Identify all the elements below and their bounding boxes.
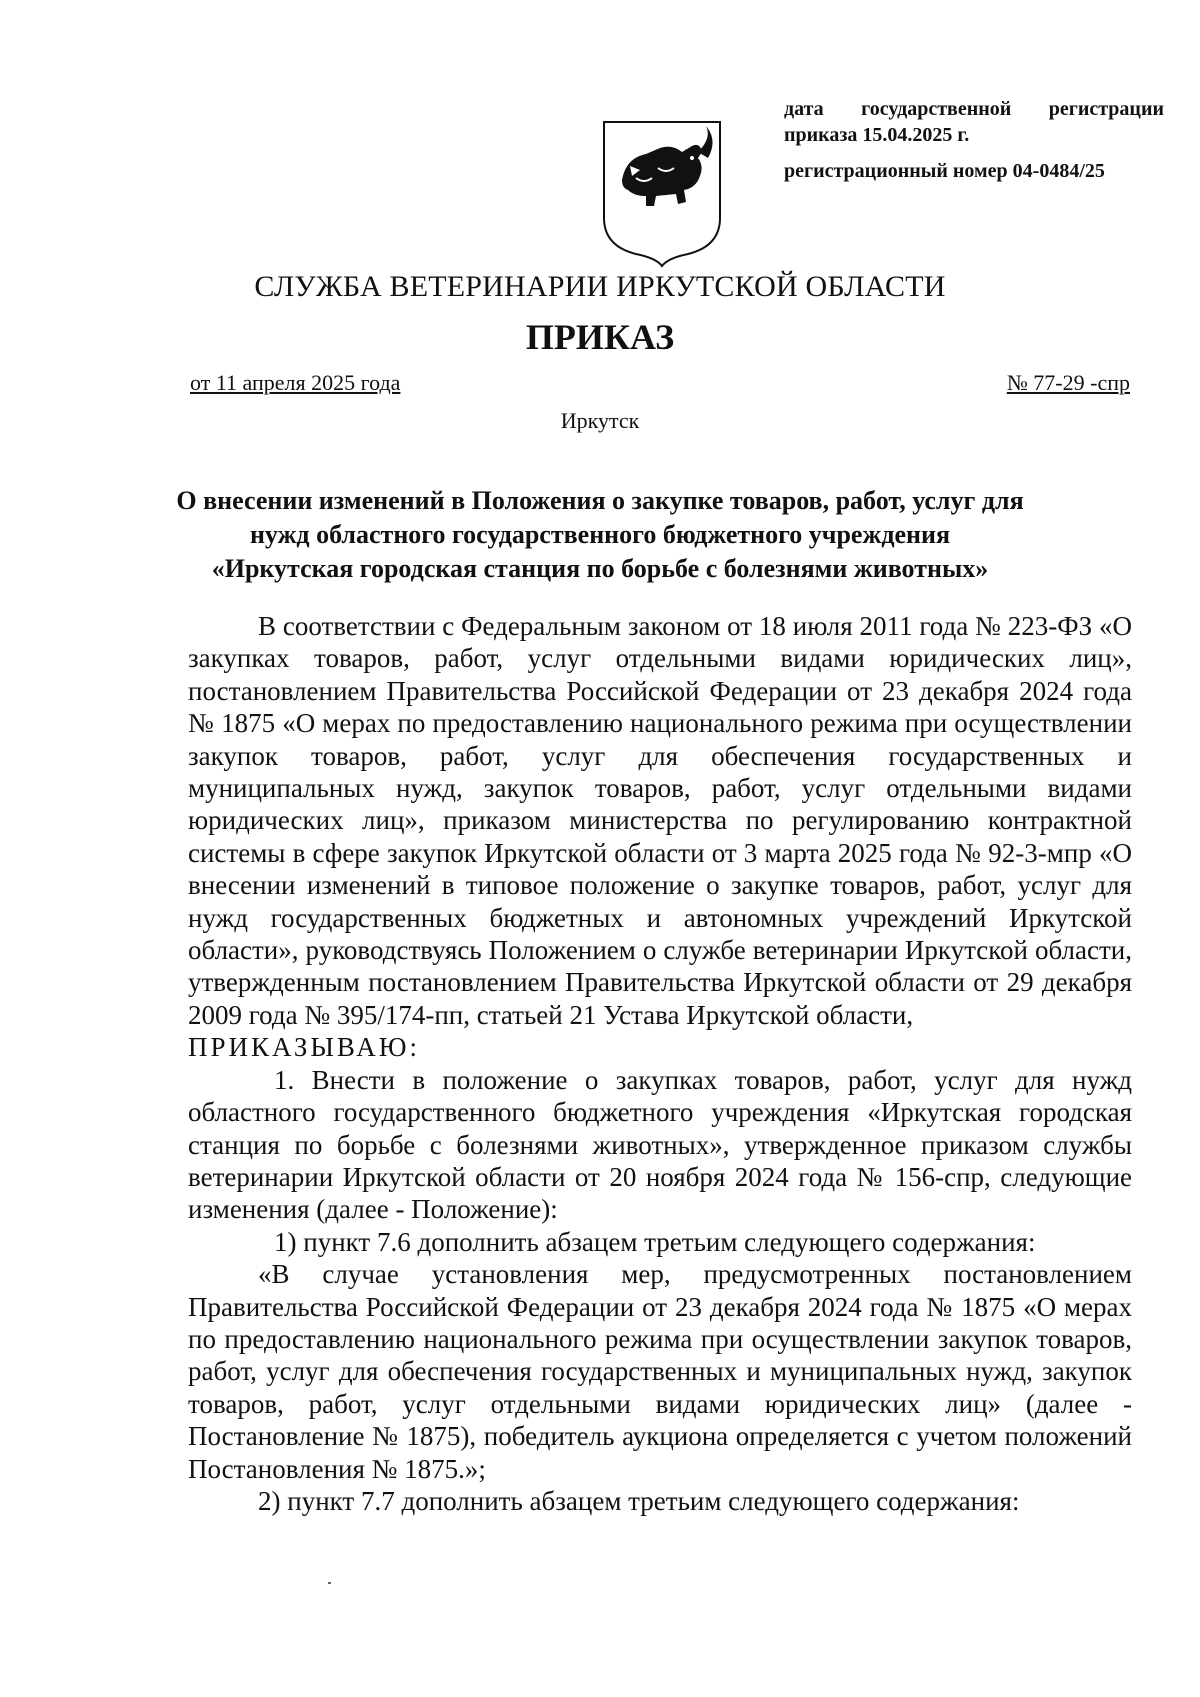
order-word: ПРИКАЗЫВАЮ: — [188, 1032, 420, 1063]
registration-block — [784, 96, 1164, 184]
item-1-paragraph: 1. Внести в положение о закупках товаров, работ, услуг для нужд областного государственного бюджетного учреждения «Иркутская городская станция по борьбе с болезнями животных», утвержденное приказом службы ветеринарии Иркутской области от 20 ноября 2024 года № 156-спр, следующие изменения (далее - Положение): — [188, 1064, 1132, 1225]
registration-number: регистрационный номер 04-0484/25 — [784, 160, 1105, 182]
document-title-line: О внесении изменений в Положения о закупке товаров, работ, услуг для — [176, 486, 1024, 515]
order-title: ПРИКАЗ — [525, 317, 675, 357]
document-title — [130, 484, 1070, 586]
preamble-paragraph: В соответствии с Федеральным законом от 18 июля 2011 года № 223-ФЗ «О закупках товаров, работ, услуг отдельными видами юридических лиц», постановлением Правительства Российской Федерации от 23 декабря 2024 года № 1875 «О мерах по предоставлению национального режима при осуществлении закупок товаров, работ, услуг для обеспечения государственных и муниципальных нужд, закупок товаров, работ, услуг отдельными видами юридических лиц», приказом министерства по регулированию контрактной системы в сфере закупок Иркутской области от 3 марта 2025 года № 92-3-мпр «О внесении изменений в типовое положение о закупке товаров, работ, услуг для нужд государственных бюджетных и автономных учреждений Иркутской области», руководствуясь Положением о службе ветеринарии Иркутской области, утвержденным постановлением Правительства Иркутской области от 29 декабря 2009 года № 395/174-пп, статьей 21 Устава Иркутской области, — [188, 611, 1132, 1030]
document-body — [188, 610, 1132, 1517]
document-title-line: нужд областного государственного бюджетного учреждения — [249, 520, 951, 549]
agency-name: СЛУЖБА ВЕТЕРИНАРИИ ИРКУТСКОЙ ОБЛАСТИ — [254, 270, 946, 303]
scan-mark — [328, 1582, 331, 1584]
registration-date-label: дата государственной регистрации — [784, 98, 1164, 120]
subitem-2-paragraph: 2) пункт 7.7 дополнить абзацем третьим следующего содержания: — [258, 1485, 1020, 1516]
coat-of-arms-icon — [600, 118, 724, 268]
order-number: № 77-29 -спр — [1006, 370, 1130, 395]
registration-date: приказа 15.04.2025 г. — [784, 124, 970, 146]
subitem-1-paragraph: 1) пункт 7.6 дополнить абзацем третьим следующего содержания: — [274, 1226, 1036, 1257]
quote-1-paragraph: «В случае установления мер, предусмотренных постановлением Правительства Российской Федерации от 23 декабря 2024 года № 1875 «О мерах по предоставлению национального режима при осуществлении закупок товаров, работ, услуг для обеспечения государственных и муниципальных нужд, закупок товаров, работ, услуг отдельными видами юридических лиц» (далее - Постановление № 1875), победитель аукциона определяется с учетом положений Постановления № 1875.»; — [188, 1259, 1132, 1484]
city: Иркутск — [560, 408, 640, 433]
order-date: от 11 апреля 2025 года — [190, 370, 401, 395]
document-title-line: «Иркутская городская станция по борьбе с болезнями животных» — [211, 554, 989, 583]
